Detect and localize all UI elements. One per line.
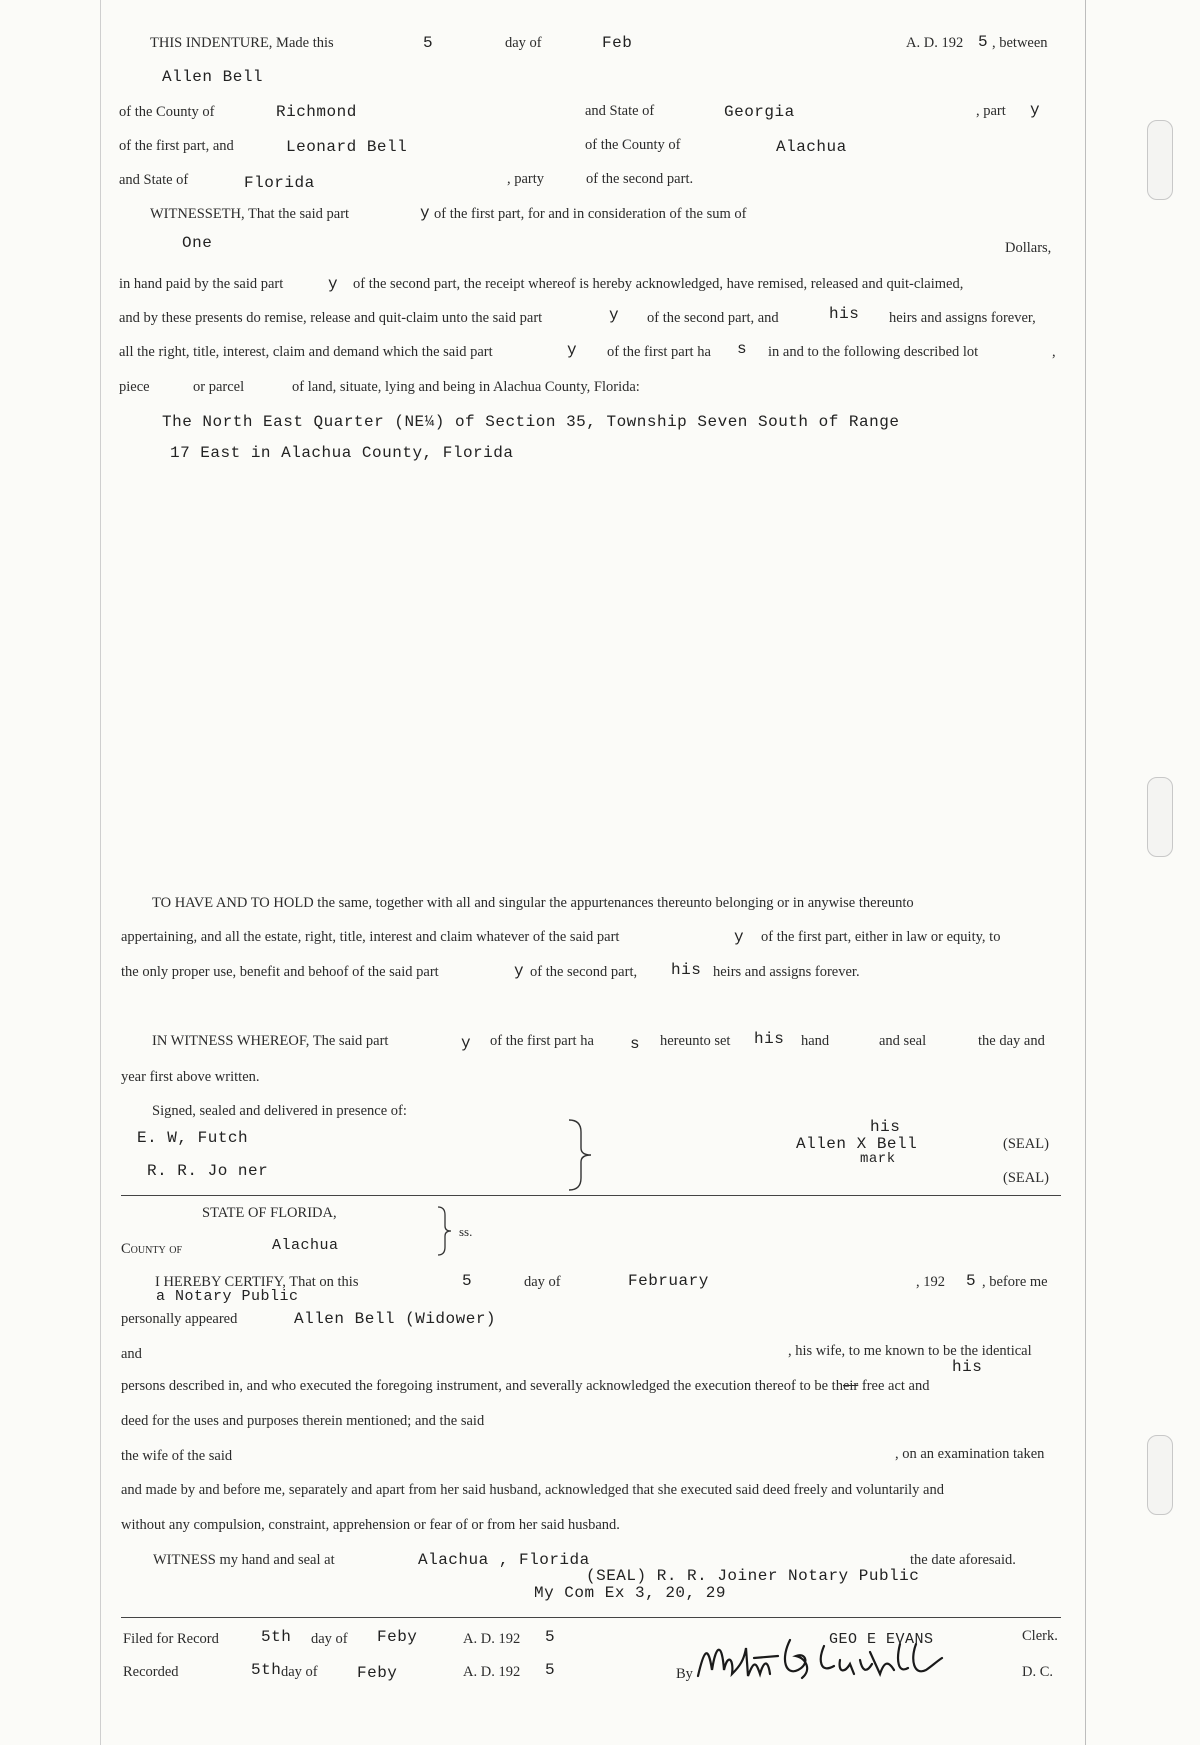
whereof-l2: year first above written. bbox=[121, 1069, 260, 1085]
indenture-ad: A. D. 192 bbox=[906, 35, 964, 51]
ack-state: STATE OF FLORIDA, bbox=[202, 1205, 337, 1221]
whereof-l1f: the day and bbox=[978, 1033, 1045, 1049]
ack-month: February bbox=[628, 1272, 709, 1290]
habendum-l2a: appertaining, and all the estate, right, title, interest and claim whatever of the said part bbox=[121, 929, 620, 945]
part-suffix: y bbox=[1030, 101, 1041, 119]
ack-day: 5 bbox=[462, 1272, 473, 1290]
indenture-day: 5 bbox=[423, 34, 434, 52]
whereof-l1s: s bbox=[630, 1035, 641, 1053]
filed-day-of: day of bbox=[311, 1631, 348, 1647]
recorded-ad: A. D. 192 bbox=[463, 1664, 521, 1680]
ack-exam: , on an examination taken bbox=[895, 1446, 1045, 1462]
recorded-year: 5 bbox=[545, 1661, 556, 1679]
ack-persons bbox=[121, 1378, 930, 1395]
section-divider-2 bbox=[121, 1617, 1061, 1618]
witness-2: R. R. Jo ner bbox=[147, 1162, 269, 1180]
witnesseth-l3c: heirs and assigns forever, bbox=[889, 310, 1036, 326]
recorded-day: 5th bbox=[251, 1661, 282, 1679]
filed-month: Feby bbox=[377, 1628, 418, 1646]
punch-hole-bottom bbox=[1147, 1435, 1173, 1515]
grantee-name: Leonard Bell bbox=[286, 138, 408, 156]
seal-1: (SEAL) bbox=[1003, 1136, 1049, 1152]
of-county-label: of the County of bbox=[119, 104, 215, 120]
ack-personally: personally appeared bbox=[121, 1311, 238, 1327]
witnesseth-l5b: or parcel bbox=[193, 379, 245, 395]
whereof-l1e: and seal bbox=[879, 1033, 927, 1049]
ack-ss: ss. bbox=[459, 1224, 473, 1239]
of-county-label-2: of the County of bbox=[585, 137, 681, 153]
by-label: By bbox=[676, 1666, 693, 1682]
habendum-l3his: his bbox=[671, 961, 702, 979]
ack-made-by: and made by and before me, separately and apart from her said husband, acknowledged that she executed said deed freely and voluntarily and bbox=[121, 1482, 944, 1498]
ack-witness-hand: WITNESS my hand and seal at bbox=[153, 1552, 335, 1568]
indenture-year-digit: 5 bbox=[978, 33, 989, 51]
habendum-l3a: the only proper use, benefit and behoof of the said part bbox=[121, 964, 439, 980]
section-divider-1 bbox=[121, 1195, 1061, 1196]
recorded-day-of: day of bbox=[281, 1664, 318, 1680]
ack-county-label: County of bbox=[121, 1241, 183, 1257]
filed-label: Filed for Record bbox=[123, 1631, 219, 1647]
habendum-l1: TO HAVE AND TO HOLD the same, together with all and singular the appurtenances thereunto belonging or in anywise thereunto bbox=[152, 895, 914, 911]
whereof-l1d: hand bbox=[801, 1033, 830, 1049]
his-above-mark: his bbox=[870, 1118, 901, 1136]
ack-and: and bbox=[121, 1346, 142, 1362]
witnesseth-l4comma: , bbox=[1052, 344, 1056, 360]
witnesseth-l3y: y bbox=[609, 306, 620, 324]
witnesseth-l4s: s bbox=[737, 340, 748, 358]
witnesseth-l2b: of the second part, the receipt whereof is hereby acknowledged, have remised, released and quit-claimed, bbox=[353, 276, 964, 292]
grantor-state: Georgia bbox=[724, 103, 795, 121]
description-line-1: The North East Quarter (NE¼) of Section 35, Township Seven South of Range bbox=[162, 413, 900, 431]
habendum-l2b: of the first part, either in law or equity, to bbox=[761, 929, 1001, 945]
grantor-county: Richmond bbox=[276, 103, 357, 121]
deputy-clerk-label: D. C. bbox=[1022, 1664, 1054, 1680]
clerk-name: GEO E EVANS bbox=[829, 1631, 934, 1648]
witnesseth-l4a: all the right, title, interest, claim and demand which the said part bbox=[119, 344, 493, 360]
and-state-label: and State of bbox=[585, 103, 655, 119]
ack-place: Alachua , Florida bbox=[418, 1551, 590, 1569]
description-line-2: 17 East in Alachua County, Florida bbox=[170, 444, 514, 462]
witnesseth-l3his: his bbox=[829, 305, 860, 323]
ack-county: Alachua bbox=[272, 1237, 339, 1254]
seal-2: (SEAL) bbox=[1003, 1170, 1049, 1186]
indenture-intro: THIS INDENTURE, Made this bbox=[150, 35, 334, 51]
ss-brace bbox=[435, 1205, 455, 1257]
witnesseth-l4y: y bbox=[567, 341, 578, 359]
dollars-label: Dollars, bbox=[1005, 240, 1052, 256]
mark-below: mark bbox=[860, 1151, 896, 1167]
witness-1: E. W, Futch bbox=[137, 1129, 249, 1147]
witnesseth-l5a: piece bbox=[119, 379, 150, 395]
first-part-and: of the first part, and bbox=[119, 138, 234, 154]
witnesseth-l2a: in hand paid by the said part bbox=[119, 276, 284, 292]
second-part-label: of the second part. bbox=[586, 171, 694, 187]
whereof-l1y: y bbox=[461, 1034, 472, 1052]
ack-day-of: day of bbox=[524, 1274, 561, 1290]
ack-struck: eir bbox=[842, 1378, 859, 1394]
grantee-county: Alachua bbox=[776, 138, 847, 156]
deputy-clerk-signature bbox=[694, 1630, 964, 1688]
indenture-day-of: day of bbox=[505, 35, 542, 51]
witnesseth-l1b: of the first part, for and in consideration of the sum of bbox=[434, 206, 747, 222]
recorded-label: Recorded bbox=[123, 1664, 179, 1680]
grantor-name: Allen Bell bbox=[162, 68, 264, 86]
habendum-l2y: y bbox=[734, 928, 745, 946]
ack-his-insert: his bbox=[952, 1358, 983, 1376]
witnesseth-l4b: of the first part ha bbox=[607, 344, 711, 360]
ack-deed: deed for the uses and purposes therein mentioned; and the said bbox=[121, 1413, 485, 1429]
right-margin-line bbox=[1085, 0, 1086, 1745]
witnesseth-l1a: WITNESSETH, That the said part bbox=[150, 206, 350, 222]
punch-hole-middle bbox=[1147, 777, 1173, 857]
grantee-state: Florida bbox=[244, 174, 315, 192]
filed-ad: A. D. 192 bbox=[463, 1631, 521, 1647]
witnesseth-l3a: and by these presents do remise, release and quit-claim unto the said part bbox=[119, 310, 543, 326]
ack-officer: a Notary Public bbox=[156, 1288, 299, 1305]
clerk-label: Clerk. bbox=[1022, 1628, 1058, 1644]
witnesseth-l1y: y bbox=[420, 204, 431, 222]
ack-his-wife: , his wife, to me known to be the identical bbox=[788, 1343, 1032, 1359]
ack-date-aforesaid: the date aforesaid. bbox=[910, 1552, 1016, 1568]
ack-wife-of: the wife of the said bbox=[121, 1448, 233, 1464]
consideration-amount: One bbox=[182, 234, 213, 252]
presence-label: Signed, sealed and delivered in presence of: bbox=[152, 1103, 407, 1119]
and-state-label-2: and State of bbox=[119, 172, 189, 188]
ack-person: Allen Bell (Widower) bbox=[294, 1310, 497, 1328]
indenture-between: , between bbox=[992, 35, 1048, 51]
ack-before-me: , before me bbox=[982, 1274, 1048, 1290]
habendum-l3y: y bbox=[514, 962, 525, 980]
habendum-l3b: of the second part, bbox=[530, 964, 638, 980]
witnesseth-l3b: of the second part, and bbox=[647, 310, 779, 326]
punch-hole-top bbox=[1147, 120, 1173, 200]
party-label: , party bbox=[507, 171, 545, 187]
habendum-l3c: heirs and assigns forever. bbox=[713, 964, 860, 980]
indenture-month: Feb bbox=[602, 34, 633, 52]
part-label: , part bbox=[976, 103, 1006, 119]
notary-commission: My Com Ex 3, 20, 29 bbox=[534, 1584, 726, 1602]
ack-certify: I HEREBY CERTIFY, That on this bbox=[155, 1274, 359, 1290]
whereof-l1his: his bbox=[754, 1030, 785, 1048]
signature-brace bbox=[565, 1118, 595, 1192]
grantor-signature: Allen X Bell bbox=[796, 1135, 918, 1153]
whereof-l1b: of the first part ha bbox=[490, 1033, 594, 1049]
ack-persons-b: free act and bbox=[858, 1378, 930, 1394]
notary-signature: (SEAL) R. R. Joiner Notary Public bbox=[586, 1567, 920, 1585]
ack-year-digit: 5 bbox=[966, 1272, 977, 1290]
ack-without: without any compulsion, constraint, apprehension or fear of or from her said husband. bbox=[121, 1517, 620, 1533]
ack-year-prefix: , 192 bbox=[916, 1274, 945, 1290]
witnesseth-l5c: of land, situate, lying and being in Alachua County, Florida: bbox=[292, 379, 640, 395]
whereof-l1a: IN WITNESS WHEREOF, The said part bbox=[152, 1033, 389, 1049]
left-margin-line bbox=[100, 0, 101, 1745]
filed-day: 5th bbox=[261, 1628, 292, 1646]
filed-year: 5 bbox=[545, 1628, 556, 1646]
witnesseth-l4c: in and to the following described lot bbox=[768, 344, 979, 360]
ack-persons-a: persons described in, and who executed the foregoing instrument, and severally acknowledged the execution thereof to be th bbox=[121, 1378, 843, 1394]
whereof-l1c: hereunto set bbox=[660, 1033, 731, 1049]
recorded-month: Feby bbox=[357, 1664, 398, 1682]
witnesseth-l2y: y bbox=[328, 275, 339, 293]
